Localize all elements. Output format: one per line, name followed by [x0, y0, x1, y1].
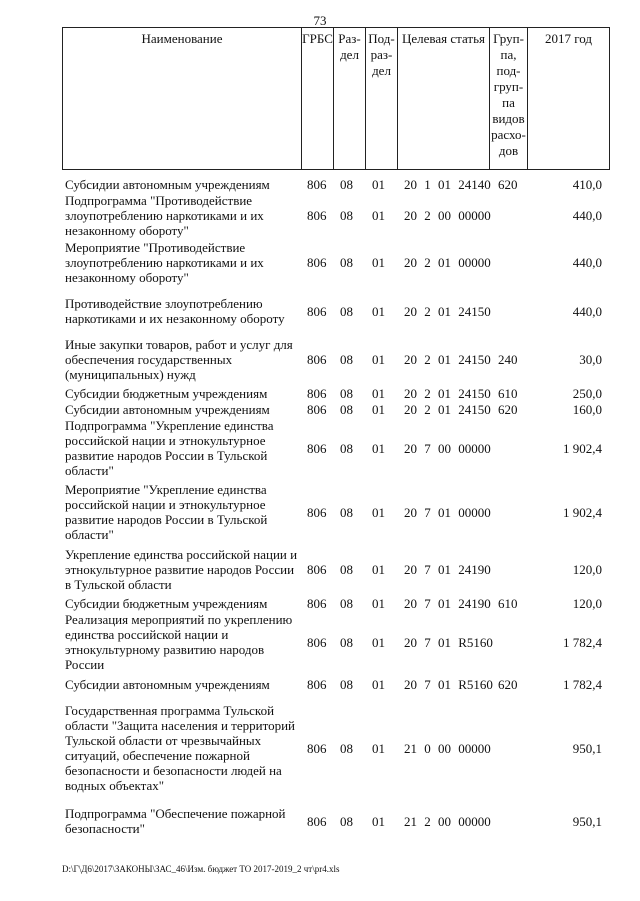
row-grbs: 806 [307, 255, 327, 270]
header-target-article: Целевая статья [397, 28, 489, 169]
row-podrazdel: 01 [372, 352, 385, 367]
row-name: Иные закупки товаров, работ и услуг для обеспечения государственных (муниципальных) нужд [65, 337, 293, 382]
row-name: Субсидии автономным учреждениям [65, 177, 270, 192]
table-row [62, 596, 610, 611]
row-razdel: 08 [340, 440, 353, 456]
row-razdel: 08 [340, 303, 353, 319]
page-number: 73 [313, 13, 327, 28]
row-name: Противодействие злоупотреблению наркотиками и их незаконному обороту [65, 296, 285, 326]
row-razdel: 08 [340, 596, 353, 611]
table-row [62, 177, 610, 192]
row-target-article: 20 7 00 00000 [404, 440, 491, 456]
row-amount: 440,0 [572, 255, 602, 270]
row-podrazdel: 01 [372, 740, 385, 756]
row-amount: 440,0 [572, 208, 602, 223]
row-grbs: 806 [307, 677, 327, 692]
row-target-article: 20 7 01 00000 [404, 504, 491, 520]
table-header [62, 27, 610, 170]
row-target-article: 20 2 01 24150 [404, 386, 491, 401]
row-razdel: 08 [340, 813, 353, 829]
row-podrazdel: 01 [372, 596, 385, 611]
row-razdel: 08 [340, 634, 353, 650]
row-podrazdel: 01 [372, 255, 385, 270]
row-name: Субсидии бюджетным учреждениям [65, 386, 268, 401]
row-target-article: 21 0 00 00000 [404, 740, 491, 756]
row-razdel: 08 [340, 255, 353, 270]
row-grbs: 806 [307, 352, 327, 367]
header-year: 2017 год [527, 28, 609, 169]
table-row [62, 296, 610, 326]
row-target-article: 20 2 01 00000 [404, 255, 491, 270]
table-row [62, 402, 610, 417]
row-grbs: 806 [307, 813, 327, 829]
row-target-article: 21 2 00 00000 [404, 813, 491, 829]
table-row [62, 612, 610, 672]
row-target-article: 20 1 01 24140 [404, 177, 491, 192]
row-target-article: 20 2 00 00000 [404, 208, 491, 223]
row-razdel: 08 [340, 352, 353, 367]
row-amount: 950,1 [572, 740, 602, 756]
row-razdel: 08 [340, 386, 353, 401]
row-name: Укрепление единства российской нации и этнокультурное развитие народов России в Тульской области [65, 547, 298, 592]
row-target-article: 20 2 01 24150 [404, 402, 491, 417]
row-name: Реализация мероприятий по укреплению единства российской нации и этнокультурному развитию народов России [65, 612, 293, 672]
row-razdel: 08 [340, 177, 353, 192]
header-expense-group: Груп- па, под- груп- па видов расхо- дов [489, 28, 527, 169]
row-razdel: 08 [340, 504, 353, 520]
row-amount: 120,0 [572, 596, 602, 611]
row-grbs: 806 [307, 634, 327, 650]
table-row [62, 482, 610, 542]
row-target-article: 20 2 01 24150 [404, 352, 491, 367]
table-row [62, 386, 610, 401]
file-path-footer: D:\Г\Д6\2017\ЗАКОНЫ\ЗАС_46\Изм. бюджет ТО 2017-2019_2 чт\pr4.xls [62, 864, 340, 874]
row-grbs: 806 [307, 596, 327, 611]
row-grbs: 806 [307, 440, 327, 456]
row-amount: 950,1 [572, 813, 602, 829]
row-podrazdel: 01 [372, 208, 385, 223]
row-grbs: 806 [307, 504, 327, 520]
row-name: Подпрограмма "Укрепление единства российской нации и этнокультурное развитие народов России в Тульской области" [65, 418, 274, 478]
header-razdel: Раз- дел [333, 28, 365, 169]
row-expense-group: 240 [498, 352, 518, 367]
row-expense-group: 620 [498, 177, 518, 192]
row-amount: 440,0 [572, 303, 602, 319]
table-row [62, 240, 610, 285]
row-grbs: 806 [307, 386, 327, 401]
row-grbs: 806 [307, 740, 327, 756]
row-expense-group: 620 [498, 402, 518, 417]
row-amount: 30,0 [579, 352, 602, 367]
row-razdel: 08 [340, 677, 353, 692]
row-grbs: 806 [307, 208, 327, 223]
row-podrazdel: 01 [372, 562, 385, 577]
table-row [62, 547, 610, 592]
row-razdel: 08 [340, 740, 353, 756]
row-amount: 410,0 [572, 177, 602, 192]
row-razdel: 08 [340, 208, 353, 223]
row-name: Подпрограмма "Обеспечение пожарной безопасности" [65, 806, 286, 836]
header-podrazdel: Под- раз- дел [365, 28, 397, 169]
row-name: Государственная программа Тульской области "Защита населения и территорий Тульской области от чрезвычайных ситуаций, обеспечение пожарной безопасности и безопасности людей на водных объектах" [65, 703, 295, 793]
row-podrazdel: 01 [372, 813, 385, 829]
row-name: Субсидии автономным учреждениям [65, 677, 270, 692]
row-target-article: 20 7 01 R5160 [404, 677, 493, 692]
row-podrazdel: 01 [372, 504, 385, 520]
row-target-article: 20 2 01 24150 [404, 303, 491, 319]
table-row [62, 337, 610, 382]
row-podrazdel: 01 [372, 303, 385, 319]
row-expense-group: 610 [498, 386, 518, 401]
row-grbs: 806 [307, 402, 327, 417]
row-razdel: 08 [340, 402, 353, 417]
header-grbs: ГРБС [301, 28, 333, 169]
row-name: Мероприятие "Противодействие злоупотреблению наркотиками и их незаконному обороту" [65, 240, 264, 285]
row-grbs: 806 [307, 303, 327, 319]
row-name: Субсидии бюджетным учреждениям [65, 596, 268, 611]
row-podrazdel: 01 [372, 634, 385, 650]
row-name: Субсидии автономным учреждениям [65, 402, 270, 417]
row-target-article: 20 7 01 24190 [404, 562, 491, 577]
row-podrazdel: 01 [372, 177, 385, 192]
table-row [62, 677, 610, 692]
table-row [62, 418, 610, 478]
row-podrazdel: 01 [372, 677, 385, 692]
row-podrazdel: 01 [372, 402, 385, 417]
table-row [62, 193, 610, 238]
row-amount: 160,0 [572, 402, 602, 417]
row-expense-group: 610 [498, 596, 518, 611]
row-target-article: 20 7 01 R5160 [404, 634, 493, 650]
table-row [62, 703, 610, 793]
row-expense-group: 620 [498, 677, 518, 692]
table-row [62, 806, 610, 836]
row-razdel: 08 [340, 562, 353, 577]
row-amount: 1 902,4 [563, 440, 602, 456]
row-amount: 1 782,4 [563, 677, 602, 692]
header-name: Наименование [141, 31, 223, 46]
row-amount: 1 782,4 [563, 634, 602, 650]
row-podrazdel: 01 [372, 386, 385, 401]
row-grbs: 806 [307, 562, 327, 577]
row-amount: 1 902,4 [563, 504, 602, 520]
row-podrazdel: 01 [372, 440, 385, 456]
row-target-article: 20 7 01 24190 [404, 596, 491, 611]
row-grbs: 806 [307, 177, 327, 192]
row-name: Подпрограмма "Противодействие злоупотреблению наркотиками и их незаконному обороту" [65, 193, 264, 238]
row-name: Мероприятие "Укрепление единства российской нации и этнокультурное развитие народов России в Тульской области" [65, 482, 268, 542]
row-amount: 120,0 [572, 562, 602, 577]
row-amount: 250,0 [572, 386, 602, 401]
